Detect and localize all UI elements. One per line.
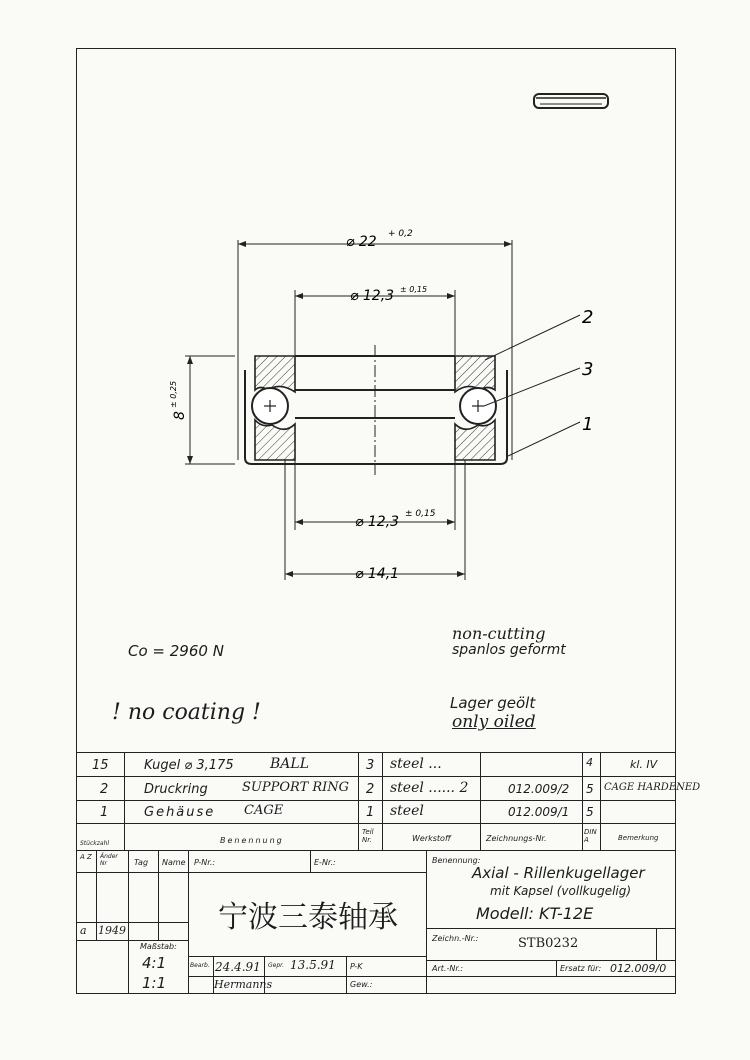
- gew-label: Gew.:: [350, 980, 373, 989]
- header-qty: Stückzahl: [80, 840, 110, 847]
- callout-2: 2: [582, 307, 594, 328]
- oiled-print-note: Lager geölt: [450, 694, 536, 712]
- load-rating-note: Co = 2960 N: [128, 642, 224, 660]
- dim-inner-top-tol: ± 0,15: [400, 285, 428, 294]
- header-material: Werkstoff: [412, 834, 451, 843]
- gepr-date: 13.5.91: [290, 958, 336, 972]
- coating-note: ! no coating !: [112, 700, 261, 725]
- pk-label: P-K: [350, 962, 363, 971]
- bearb-label: Bearb.: [190, 962, 210, 969]
- product-subtitle: mit Kapsel (vollkugelig): [490, 884, 632, 898]
- e-nr-label: E-Nr.:: [314, 858, 336, 867]
- ersatz-number: 012.009/0: [610, 962, 667, 975]
- product-model: Modell: KT-12E: [476, 904, 594, 923]
- bearb-date: 24.4.91: [215, 960, 261, 974]
- header-part-no: Teil Nr.: [362, 828, 374, 844]
- dim-outer-tol: + 0,2: [388, 229, 413, 239]
- dim-bottom: ⌀ 14,1: [355, 566, 400, 582]
- col-name: Name: [162, 858, 186, 867]
- bearing-section-drawing: [150, 220, 620, 590]
- rev-year: 1949: [98, 924, 126, 937]
- p-nr-label: P-Nr.:: [194, 858, 216, 867]
- company-stamp: 宁波三泰轴承: [218, 900, 398, 935]
- ersatz-label: Ersatz für:: [560, 964, 602, 973]
- dim-inner-bottom: ⌀ 12,3: [355, 514, 400, 530]
- rev-letter: a: [80, 924, 87, 937]
- noncutting-hand-note: non-cutting: [452, 624, 546, 643]
- art-label: Art.-Nr.:: [432, 964, 464, 973]
- zeichn-label: Zeichn.-Nr.:: [432, 934, 479, 943]
- header-name: Benennung: [220, 836, 284, 845]
- header-drawing-no: Zeichnungs-Nr.: [486, 834, 547, 843]
- benennung-label: Benennung:: [432, 856, 481, 865]
- product-title: Axial - Rillenkugellager: [472, 864, 645, 882]
- massstab-label: Maßstab:: [140, 942, 177, 951]
- col-change: Änder Nr: [100, 853, 118, 867]
- dim-inner-top: ⌀ 12,3: [350, 288, 395, 304]
- dim-height: 8: [172, 411, 188, 420]
- scale-2: 1:1: [142, 974, 167, 992]
- callout-1: 1: [582, 414, 594, 435]
- oiled-hand-note: only oiled: [452, 712, 536, 732]
- gepr-label: Gepr.: [268, 962, 284, 969]
- callout-3: 3: [582, 359, 594, 380]
- noncutting-print-note: spanlos geformt: [452, 642, 566, 658]
- bearb-name: Hermanns: [214, 978, 273, 991]
- bearing-profile-icon: [530, 88, 612, 114]
- dim-height-tol: ± 0,25: [169, 380, 178, 408]
- col-az: A Z: [80, 853, 92, 861]
- dim-inner-bottom-tol: ± 0,15: [405, 509, 436, 519]
- scale-1: 4:1: [142, 954, 167, 972]
- drawing-number: STB0232: [518, 936, 579, 951]
- header-din: DIN A: [584, 828, 597, 844]
- dim-outer: ⌀ 22: [346, 234, 377, 250]
- header-remark: Bemerkung: [618, 834, 659, 842]
- col-date: Tag: [134, 858, 149, 867]
